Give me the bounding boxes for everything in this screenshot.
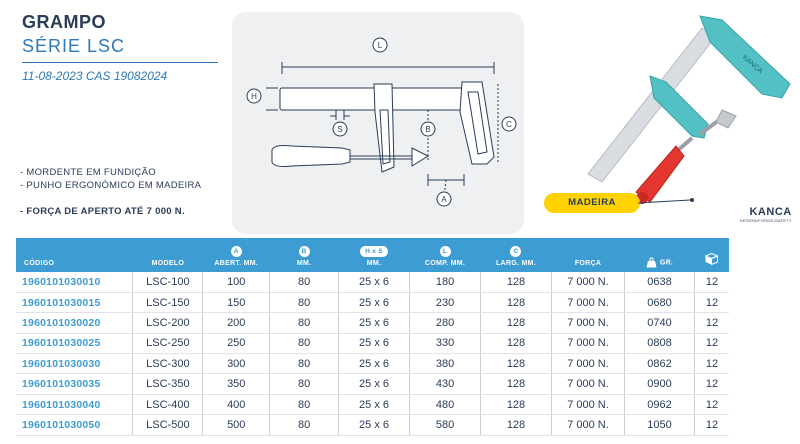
cell-abert: 300 xyxy=(203,354,270,374)
cell-forca: 7 000 N. xyxy=(551,313,624,333)
cell-comp: 230 xyxy=(410,292,481,312)
cell-codigo: 1960101030025 xyxy=(16,333,133,353)
badge-hxs: H x S xyxy=(360,246,388,257)
cell-codigo: 1960101030030 xyxy=(16,354,133,374)
col-header-forca: FORÇA xyxy=(574,260,602,267)
weight-icon xyxy=(646,257,657,268)
badge-b: B xyxy=(299,246,310,257)
cell-qty: 12 xyxy=(694,272,729,292)
cell-comp: 580 xyxy=(410,415,481,435)
cell-larg: 128 xyxy=(481,292,552,312)
col-header-abert-label: ABERT. MM. xyxy=(214,260,259,267)
table-row xyxy=(16,333,729,353)
dim-label-l: L xyxy=(377,41,383,50)
cell-modelo: LSC-300 xyxy=(133,354,203,374)
callout-leader xyxy=(638,196,698,210)
cell-b: 80 xyxy=(270,415,339,435)
cell-abert: 350 xyxy=(203,374,270,394)
cell-comp: 180 xyxy=(410,272,481,292)
cell-hxs: 25 x 6 xyxy=(339,394,410,414)
cell-qty: 12 xyxy=(694,354,729,374)
cell-codigo: 1960101030020 xyxy=(16,313,133,333)
dim-label-b: B xyxy=(425,125,431,134)
cell-b: 80 xyxy=(270,313,339,333)
cell-comp: 380 xyxy=(410,354,481,374)
cell-qty: 12 xyxy=(694,374,729,394)
col-header-codigo: CÓDIGO xyxy=(24,260,55,267)
cell-gr: 0862 xyxy=(625,354,695,374)
cell-larg: 128 xyxy=(481,415,552,435)
cell-modelo: LSC-100 xyxy=(133,272,203,292)
col-header-hxs xyxy=(339,238,410,272)
cell-hxs: 25 x 6 xyxy=(339,354,410,374)
table-header-row xyxy=(16,238,729,272)
cell-b: 80 xyxy=(270,394,339,414)
col-header-hxs-label: MM. xyxy=(366,260,382,267)
cell-comp: 280 xyxy=(410,313,481,333)
cell-hxs: 25 x 6 xyxy=(339,313,410,333)
cell-modelo: LSC-400 xyxy=(133,394,203,414)
feature-item: - PUNHO ERGONÓMICO EM MADEIRA xyxy=(20,180,202,191)
cell-comp: 480 xyxy=(410,394,481,414)
cell-b: 80 xyxy=(270,292,339,312)
cell-qty: 12 xyxy=(694,313,729,333)
dim-label-a: A xyxy=(441,195,447,204)
table-row xyxy=(16,415,729,435)
cell-comp: 330 xyxy=(410,333,481,353)
cell-forca: 7 000 N. xyxy=(551,374,624,394)
cell-hxs: 25 x 6 xyxy=(339,333,410,353)
dim-label-s: S xyxy=(337,125,343,134)
cell-larg: 128 xyxy=(481,333,552,353)
cell-modelo: LSC-200 xyxy=(133,313,203,333)
col-header-modelo: MODELO xyxy=(151,260,185,267)
dim-label-c: C xyxy=(506,120,512,129)
table-row xyxy=(16,374,729,394)
jaw-brand-mark: KANCA xyxy=(740,54,764,76)
cell-codigo: 1960101030040 xyxy=(16,394,133,414)
feature-highlight: - FORÇA DE APERTO ATÉ 7 000 N. xyxy=(20,206,185,217)
col-header-abert xyxy=(203,238,270,272)
cell-qty: 12 xyxy=(694,394,729,414)
col-header-b-label: MM. xyxy=(296,260,312,267)
cell-larg: 128 xyxy=(481,354,552,374)
cell-hxs: 25 x 6 xyxy=(339,272,410,292)
date-reference: 11-08-2023 CAS 19082024 xyxy=(22,69,168,83)
cell-gr: 0638 xyxy=(625,272,695,292)
cell-modelo: LSC-250 xyxy=(133,333,203,353)
title-divider xyxy=(22,62,218,63)
cell-forca: 7 000 N. xyxy=(551,394,624,414)
cell-larg: 128 xyxy=(481,374,552,394)
badge-a: A xyxy=(231,246,242,257)
cell-comp: 430 xyxy=(410,374,481,394)
brand-tagline: DESIGN•FORGE•SAFETY xyxy=(740,218,792,223)
cell-abert: 250 xyxy=(203,333,270,353)
cell-hxs: 25 x 6 xyxy=(339,292,410,312)
col-header-comp xyxy=(410,238,481,272)
cell-qty: 12 xyxy=(694,415,729,435)
cell-gr: 0680 xyxy=(625,292,695,312)
cell-larg: 128 xyxy=(481,313,552,333)
cell-forca: 7 000 N. xyxy=(551,272,624,292)
cell-abert: 150 xyxy=(203,292,270,312)
technical-diagram xyxy=(232,12,524,234)
brand-name: KANCA xyxy=(749,206,792,218)
cell-forca: 7 000 N. xyxy=(551,292,624,312)
cell-abert: 200 xyxy=(203,313,270,333)
col-header-larg-label: LARG. MM. xyxy=(495,260,536,267)
table-row xyxy=(16,394,729,414)
cell-b: 80 xyxy=(270,333,339,353)
box-icon xyxy=(705,253,718,265)
cell-codigo: 1960101030035 xyxy=(16,374,133,394)
cell-gr: 0900 xyxy=(625,374,695,394)
cell-gr: 0962 xyxy=(625,394,695,414)
badge-c: C xyxy=(510,246,521,257)
dim-label-h: H xyxy=(251,92,257,101)
cell-abert: 400 xyxy=(203,394,270,414)
cell-gr: 0740 xyxy=(625,313,695,333)
cell-b: 80 xyxy=(270,272,339,292)
cell-b: 80 xyxy=(270,374,339,394)
spec-table-container xyxy=(16,238,729,436)
cell-b: 80 xyxy=(270,354,339,374)
page-subtitle: SÉRIE LSC xyxy=(22,36,126,56)
cell-qty: 12 xyxy=(694,292,729,312)
cell-modelo: LSC-350 xyxy=(133,374,203,394)
col-header-gr xyxy=(625,238,695,272)
table-body xyxy=(16,272,729,435)
clamp-drawing xyxy=(232,12,524,234)
page-title: GRAMPO xyxy=(22,12,106,32)
cell-abert: 100 xyxy=(203,272,270,292)
table-row xyxy=(16,292,729,312)
feature-item: - MORDENTE EM FUNDIÇÃO xyxy=(20,167,156,178)
cell-qty: 12 xyxy=(694,333,729,353)
feature-list xyxy=(20,166,201,192)
cell-gr: 0808 xyxy=(625,333,695,353)
cell-codigo: 1960101030050 xyxy=(16,415,133,435)
col-header-qty xyxy=(694,238,729,272)
cell-hxs: 25 x 6 xyxy=(339,374,410,394)
badge-l: L xyxy=(440,246,451,257)
spec-table xyxy=(16,238,729,436)
cell-gr: 1050 xyxy=(625,415,695,435)
cell-modelo: LSC-150 xyxy=(133,292,203,312)
col-header-larg xyxy=(481,238,552,272)
cell-abert: 500 xyxy=(203,415,270,435)
cell-hxs: 25 x 6 xyxy=(339,415,410,435)
cell-codigo: 1960101030010 xyxy=(16,272,133,292)
cell-modelo: LSC-500 xyxy=(133,415,203,435)
col-header-comp-label: COMP. MM. xyxy=(424,260,466,267)
callout-madeira: MADEIRA xyxy=(544,193,640,213)
table-row xyxy=(16,313,729,333)
col-header-b xyxy=(270,238,339,272)
cell-larg: 128 xyxy=(481,394,552,414)
cell-larg: 128 xyxy=(481,272,552,292)
table-row xyxy=(16,354,729,374)
cell-forca: 7 000 N. xyxy=(551,333,624,353)
cell-codigo: 1960101030015 xyxy=(16,292,133,312)
cell-forca: 7 000 N. xyxy=(551,354,624,374)
table-row xyxy=(16,272,729,292)
cell-forca: 7 000 N. xyxy=(551,415,624,435)
col-header-gr-label: GR. xyxy=(659,259,674,267)
brand-logo xyxy=(740,206,792,223)
